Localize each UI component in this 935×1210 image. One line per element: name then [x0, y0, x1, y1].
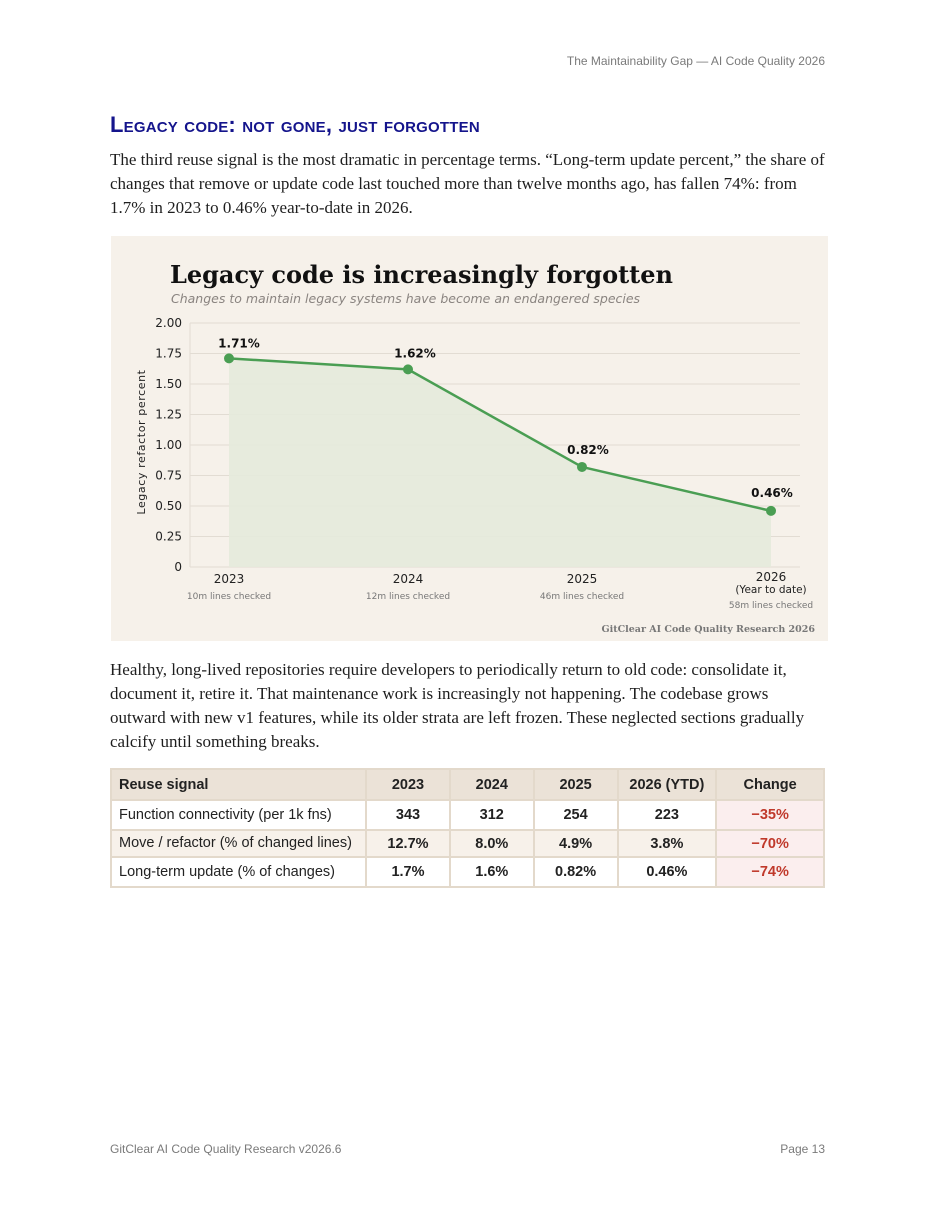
table-header-row — [111, 769, 824, 800]
column-header: 2024 — [450, 769, 534, 800]
y-tick-label: 1.25 — [155, 407, 182, 422]
change-cell: −35% — [716, 800, 824, 830]
x-sublabel: 10m lines checked — [186, 592, 272, 602]
column-header: Reuse signal — [111, 769, 366, 800]
chart-title: Legacy code is increasingly forgotten — [170, 260, 673, 289]
x-tick-label: 2023 — [213, 572, 245, 586]
table-cell: 8.0% — [450, 830, 534, 857]
data-point — [577, 462, 587, 472]
row-label: Long-term update (% of changes) — [111, 857, 366, 887]
x-tick-label: 2025 — [566, 572, 598, 586]
change-cell: −74% — [716, 857, 824, 887]
column-header: Change — [716, 769, 824, 800]
table-cell: 254 — [534, 800, 618, 830]
reuse-signals-table — [110, 768, 825, 888]
x-sublabel: 46m lines checked — [539, 592, 625, 602]
table-cell: 12.7% — [366, 830, 450, 857]
table-cell: 0.82% — [534, 857, 618, 887]
y-tick-label: 1.75 — [155, 346, 182, 361]
change-cell: −70% — [716, 830, 824, 857]
x-tick-label: 2024 — [392, 572, 424, 586]
y-tick-label: 2.00 — [155, 316, 182, 330]
y-tick-label: 1.50 — [155, 377, 182, 391]
body-paragraph: Healthy, long-lived repositories require developers to periodically return to old code: consolidate it, document it, retire it. That maintenance work is increasingly not happening. The codebase grows outward with new v1 features, while its older strata are left frozen. These neglected sections gradually calcify until something breaks. — [110, 660, 805, 751]
x-sublabel: 12m lines checked — [365, 592, 451, 602]
y-axis-label: Legacy refactor percent — [135, 369, 148, 515]
table-cell: 0.46% — [618, 857, 717, 887]
table-cell: 223 — [618, 800, 717, 830]
chart-subtitle: Changes to maintain legacy systems have become an endangered species — [171, 291, 641, 306]
column-header: 2026 (YTD) — [618, 769, 717, 800]
area-fill — [229, 358, 771, 567]
legacy-code-chart — [111, 236, 828, 641]
data-label: 0.46% — [751, 485, 793, 500]
row-label: Function connectivity (per 1k fns) — [111, 800, 366, 830]
y-tick-label: 0.50 — [155, 499, 182, 513]
data-point — [224, 353, 234, 363]
column-header: 2025 — [534, 769, 618, 800]
table-cell: 4.9% — [534, 830, 618, 857]
footer-publication: GitClear AI Code Quality Research v2026.6 — [110, 1142, 342, 1156]
data-label: 1.62% — [394, 346, 436, 361]
data-point — [403, 364, 413, 374]
table-cell: 312 — [450, 800, 534, 830]
chart-credit: GitClear AI Code Quality Research 2026 — [601, 624, 815, 635]
table-cell: 1.6% — [450, 857, 534, 887]
table-row — [111, 800, 824, 830]
y-tick-label: 1.00 — [155, 438, 182, 452]
footer-page-number: Page 13 — [780, 1142, 825, 1156]
table-row — [111, 857, 824, 887]
chart-marks — [224, 353, 776, 567]
running-header: The Maintainability Gap — AI Code Quality 2026 — [566, 54, 825, 68]
row-label: Move / refactor (% of changed lines) — [111, 830, 366, 857]
table-row — [111, 830, 824, 857]
chart-svg — [111, 236, 828, 641]
y-tick-label: 0.25 — [155, 529, 182, 544]
y-tick-label: 0 — [174, 560, 182, 574]
x-tick-label: 2026 — [755, 570, 787, 584]
section-title: Legacy code: not gone, just forgotten — [110, 112, 480, 137]
x-sublabel: 58m lines checked — [728, 601, 814, 611]
data-label: 0.82% — [567, 442, 609, 457]
data-label: 1.71% — [218, 336, 260, 351]
intro-paragraph: The third reuse signal is the most dramatic in percentage terms. “Long-term update percent,” the share of changes that remove or update code last touched more than twelve months ago, has fallen 74%: from 1.7% in 2023 to 0.46% year-to-date in 2026. — [110, 150, 825, 217]
x-tick-note: (Year to date) — [735, 584, 807, 596]
table-cell: 1.7% — [366, 857, 450, 887]
data-point — [766, 506, 776, 516]
y-tick-label: 0.75 — [155, 468, 182, 483]
column-header: 2023 — [366, 769, 450, 800]
table-cell: 3.8% — [618, 830, 717, 857]
table-cell: 343 — [366, 800, 450, 830]
